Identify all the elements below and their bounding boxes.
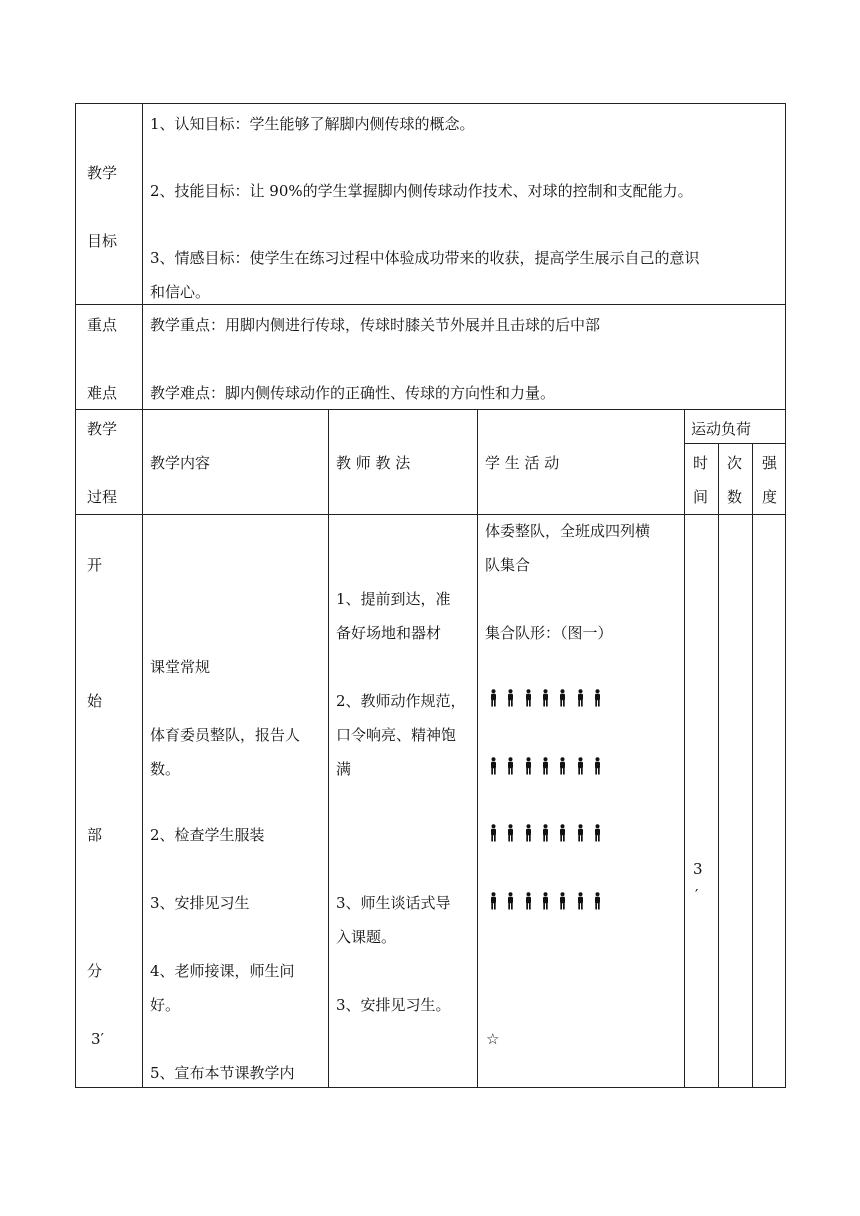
keypoints-label-1: 重点: [87, 316, 118, 334]
opening-label-char-1: 开: [87, 556, 103, 574]
header-time-2: 间: [693, 488, 709, 506]
student-figure-icon: [541, 824, 550, 842]
load-time-1: 3: [693, 860, 703, 878]
formation-star-icon: ☆: [486, 1030, 500, 1048]
student-figure-icon: [524, 824, 533, 842]
teaching-difficulty: 教学难点：脚内侧传球动作的正确性、传球的方向性和力量。: [150, 384, 556, 402]
objective-cognitive: 1、认知目标：学生能够了解脚内侧传球的概念。: [150, 115, 475, 133]
teacher-line-3: 2、教师动作规范，: [336, 692, 466, 710]
teacher-line-5: 满: [336, 760, 352, 778]
header-student-activity: 学 生 活 动: [485, 454, 560, 472]
time-column-divider: [718, 443, 719, 1088]
teacher-column-divider: [477, 409, 478, 1088]
student-figure-icon: [506, 824, 515, 842]
student-line-3: 集合队形：（图一）: [485, 624, 613, 642]
student-figure-icon: [524, 892, 533, 910]
content-line-5: 3、安排见习生: [150, 894, 250, 912]
teacher-line-6: 3、师生谈话式导: [336, 894, 451, 912]
teacher-line-2: 备好场地和器材: [336, 624, 442, 642]
student-figure-icon: [541, 892, 550, 910]
student-figure-icon: [506, 689, 515, 707]
keypoints-label-2: 难点: [87, 384, 118, 402]
formation-diagram: [489, 689, 679, 919]
student-figure-icon: [593, 824, 602, 842]
opening-label-char-2: 始: [87, 692, 103, 710]
opening-label-char-4: 分: [87, 962, 103, 980]
teaching-key-point: 教学重点：用脚内侧进行传球，传球时膝关节外展并且击球的后中部: [150, 316, 601, 334]
objectives-label-2: 目标: [87, 232, 118, 250]
content-line-7: 好。: [150, 996, 181, 1014]
table-right-border: [785, 103, 786, 1088]
student-figure-icon: [506, 757, 515, 775]
student-figure-icon: [489, 892, 498, 910]
content-column-divider: [328, 409, 329, 1088]
student-line-2: 队集合: [485, 556, 531, 574]
teacher-line-1: 1、提前到达，准: [336, 590, 451, 608]
table-left-border: [75, 103, 76, 1088]
row-divider-header: [75, 514, 786, 515]
student-figure-icon: [489, 757, 498, 775]
content-line-8: 5、宣布本节课教学内: [150, 1064, 295, 1082]
teacher-line-7: 入课题。: [336, 928, 397, 946]
student-figure-icon: [593, 757, 602, 775]
student-figure-icon: [541, 689, 550, 707]
student-figure-icon: [593, 892, 602, 910]
objective-affective-line2: 和信心。: [150, 283, 211, 301]
student-figure-icon: [558, 892, 567, 910]
header-teacher-method: 教 师 教 法: [336, 454, 411, 472]
student-figure-icon: [558, 689, 567, 707]
student-figure-icon: [524, 757, 533, 775]
process-label-2: 过程: [87, 488, 118, 506]
header-teaching-content: 教学内容: [150, 454, 211, 472]
student-figure-icon: [576, 824, 585, 842]
header-count-2: 数: [727, 488, 743, 506]
header-count-1: 次: [727, 454, 743, 472]
content-line-6: 4、老师接课，师生问: [150, 962, 295, 980]
student-figure-icon: [558, 757, 567, 775]
student-line-1: 体委整队，全班成四列横: [485, 522, 651, 540]
content-line-3: 数。: [150, 760, 181, 778]
student-figure-icon: [576, 689, 585, 707]
objective-affective-line1: 3、情感目标：使学生在练习过程中体验成功带来的收获，提高学生展示自己的意识: [150, 249, 700, 267]
student-column-divider: [684, 409, 685, 1088]
student-figure-icon: [558, 824, 567, 842]
student-figure-icon: [524, 689, 533, 707]
content-line-2: 体育委员整队，报告人: [150, 726, 301, 744]
header-time-1: 时: [693, 454, 709, 472]
label-column-divider: [142, 103, 143, 1088]
student-figure-icon: [576, 757, 585, 775]
student-figure-icon: [489, 824, 498, 842]
student-figure-icon: [576, 892, 585, 910]
student-figure-icon: [541, 757, 550, 775]
student-figure-icon: [506, 892, 515, 910]
teacher-line-8: 3、安排见习生。: [336, 996, 451, 1014]
header-intensity-2: 度: [762, 488, 778, 506]
objective-skill: 2、技能目标：让 90%的学生掌握脚内侧传球动作技术、对球的控制和支配能力。: [150, 182, 693, 200]
objectives-label-1: 教学: [87, 164, 118, 182]
count-column-divider: [752, 443, 753, 1088]
header-intensity-1: 强: [762, 454, 778, 472]
load-time-2: ′: [695, 886, 699, 904]
table-top-border: [75, 103, 786, 104]
student-figure-icon: [489, 689, 498, 707]
content-line-4: 2、检查学生服装: [150, 826, 265, 844]
teacher-line-4: 口令响亮、精神饱: [336, 726, 457, 744]
student-figure-icon: [593, 689, 602, 707]
header-exercise-load: 运动负荷: [691, 420, 752, 438]
opening-label-char-3: 部: [87, 826, 103, 844]
process-label-1: 教学: [87, 420, 118, 438]
content-line-1: 课堂常规: [150, 658, 211, 676]
opening-label-time: 3′: [91, 1030, 104, 1048]
